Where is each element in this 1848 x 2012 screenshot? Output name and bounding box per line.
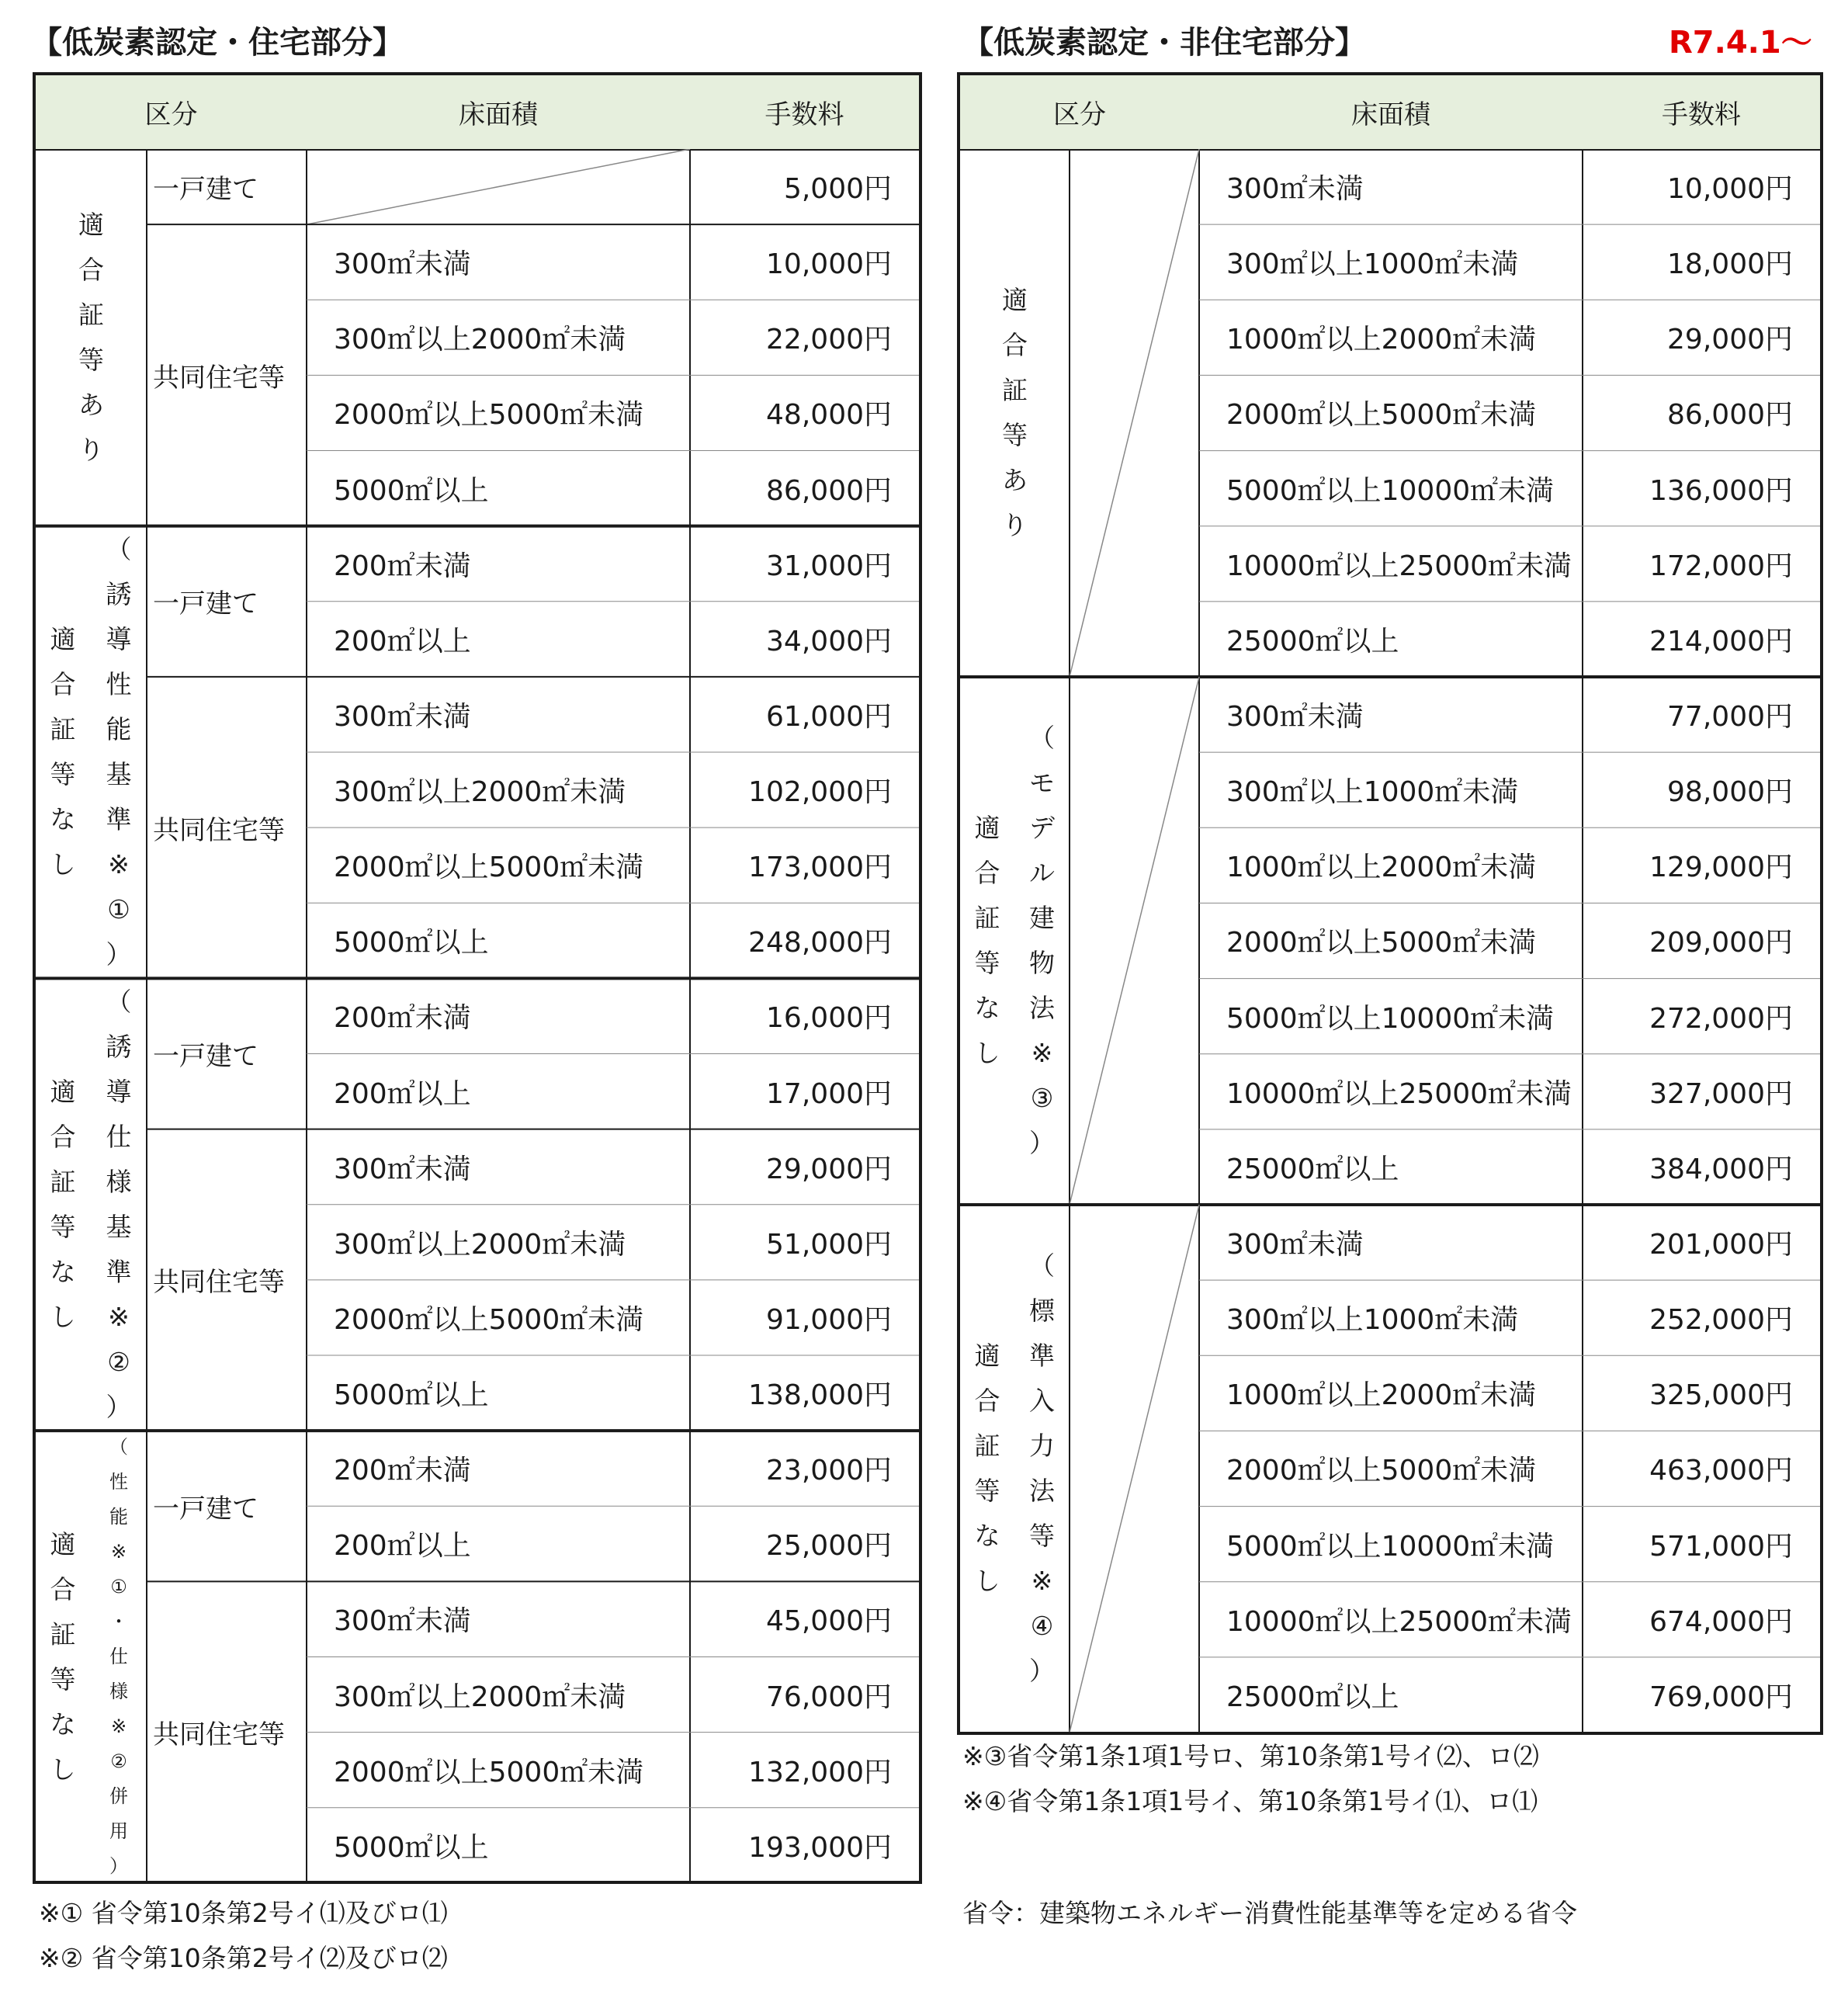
blank-cell-diagonal xyxy=(1070,677,1199,1205)
blank-cell-diagonal xyxy=(1070,149,1199,677)
fee-cell: 214,000円 xyxy=(1649,625,1793,657)
fee-cell: 10,000円 xyxy=(1667,173,1793,206)
area-cell: 300㎡以上1000㎡未満 xyxy=(1226,776,1519,809)
effective-date: R7.4.1～ xyxy=(1669,25,1812,61)
area-cell: 300㎡未満 xyxy=(1226,701,1364,734)
group-label: 適 合 証 等 な し xyxy=(50,1076,76,1332)
area-cell: 300㎡以上1000㎡未満 xyxy=(1226,1304,1519,1337)
fee-cell: 22,000円 xyxy=(766,324,892,356)
area-cell: 2000㎡以上5000㎡未満 xyxy=(334,1756,644,1788)
area-cell: 200㎡以上 xyxy=(334,625,471,657)
area-cell: 300㎡以上2000㎡未満 xyxy=(334,776,626,809)
area-cell: 200㎡以上 xyxy=(334,1530,471,1563)
area-cell: 5000㎡以上 xyxy=(334,474,489,507)
area-cell: 10000㎡以上25000㎡未満 xyxy=(1226,550,1572,582)
area-cell: 300㎡未満 xyxy=(334,1605,471,1638)
area-cell: 5000㎡以上10000㎡未満 xyxy=(1226,474,1555,507)
fee-cell: 77,000円 xyxy=(1667,701,1793,734)
fee-cell: 674,000円 xyxy=(1649,1605,1793,1638)
fee-cell: 29,000円 xyxy=(766,1153,892,1185)
area-cell: 300㎡未満 xyxy=(1226,1229,1364,1261)
building-type-label: 共同住宅等 xyxy=(153,1267,285,1299)
area-cell: 5000㎡以上 xyxy=(334,1831,489,1864)
residential-title: 【低炭素認定・住宅部分】 xyxy=(31,25,404,61)
area-cell: 1000㎡以上2000㎡未満 xyxy=(1226,324,1537,356)
area-cell: 1000㎡以上2000㎡未満 xyxy=(1226,1379,1537,1412)
area-cell: 200㎡以上 xyxy=(334,1077,471,1110)
building-type-label: 一戸建て xyxy=(153,1041,258,1072)
group-label: 適 合 証 等 あ り xyxy=(78,209,104,465)
area-cell: 2000㎡以上5000㎡未満 xyxy=(1226,399,1537,432)
fee-cell: 17,000円 xyxy=(766,1077,892,1110)
group-sublabel: （ 誘 導 性 能 基 準 ※ ① ） xyxy=(106,534,132,970)
group-label: 適 合 証 等 あ り xyxy=(1002,285,1028,540)
area-header: 床面積 xyxy=(307,75,690,149)
group-label: 適 合 証 等 な し xyxy=(974,813,1000,1068)
nonresidential-fee-table xyxy=(957,72,1823,1735)
group-sublabel: （ モ デ ル 建 物 法 ※ ③ ） xyxy=(1029,723,1055,1158)
fee-cell: 327,000円 xyxy=(1649,1077,1793,1110)
fee-cell: 45,000円 xyxy=(766,1605,892,1638)
fee-cell: 98,000円 xyxy=(1667,776,1793,809)
note-2: ※② 省令第10条第2号イ⑵及びロ⑵ xyxy=(39,1943,448,1973)
building-type-label: 共同住宅等 xyxy=(153,362,285,394)
area-cell: 300㎡以上2000㎡未満 xyxy=(334,1681,626,1713)
fee-cell: 138,000円 xyxy=(748,1379,892,1412)
building-type-label: 共同住宅等 xyxy=(153,1719,285,1751)
area-cell: 300㎡未満 xyxy=(334,1153,471,1185)
note-4: ※④省令第1条1項1号イ、第10条第1号イ⑴、ロ⑴ xyxy=(962,1786,1538,1816)
area-cell: 2000㎡以上5000㎡未満 xyxy=(334,852,644,884)
category-header: 区分 xyxy=(36,75,307,149)
fee-cell: 384,000円 xyxy=(1649,1153,1793,1185)
area-cell: 10000㎡以上25000㎡未満 xyxy=(1226,1077,1572,1110)
area-cell: 300㎡以上2000㎡未満 xyxy=(334,1228,626,1261)
fee-cell: 48,000円 xyxy=(766,399,892,432)
area-cell: 2000㎡以上5000㎡未満 xyxy=(1226,927,1537,959)
note-3: ※③省令第1条1項1号ロ、第10条第1号イ⑵、ロ⑵ xyxy=(962,1741,1539,1771)
fee-cell: 76,000円 xyxy=(766,1681,892,1713)
nonresidential-title: 【低炭素認定・非住宅部分】 xyxy=(962,25,1366,61)
area-cell: 25000㎡以上 xyxy=(1226,625,1399,657)
ordinance-footnote: 省令：建築物エネルギー消費性能基準等を定める省令 xyxy=(962,1898,1577,1928)
area-cell: 200㎡未満 xyxy=(334,1002,471,1035)
area-cell: 300㎡未満 xyxy=(1226,173,1364,206)
fee-cell: 23,000円 xyxy=(766,1455,892,1487)
fee-cell: 132,000円 xyxy=(748,1756,892,1788)
fee-cell: 193,000円 xyxy=(748,1831,892,1864)
area-cell: 300㎡以上2000㎡未満 xyxy=(334,324,626,356)
note-1: ※① 省令第10条第2号イ⑴及びロ⑴ xyxy=(39,1898,448,1928)
group-sublabel: （ 標 準 入 力 法 等 ※ ④ ） xyxy=(1029,1251,1055,1686)
building-type-label: 一戸建て xyxy=(153,588,258,620)
building-type-label: 共同住宅等 xyxy=(153,814,285,846)
fee-header: 手数料 xyxy=(690,75,919,149)
fee-cell: 252,000円 xyxy=(1649,1304,1793,1337)
area-cell: 5000㎡以上10000㎡未満 xyxy=(1226,1530,1555,1563)
fee-cell: 51,000円 xyxy=(766,1228,892,1261)
group-label: 適 合 証 等 な し xyxy=(50,1528,76,1785)
fee-cell: 209,000円 xyxy=(1649,927,1793,959)
area-cell: 300㎡未満 xyxy=(334,248,471,281)
fee-cell: 248,000円 xyxy=(748,927,892,959)
area-cell: 300㎡未満 xyxy=(334,700,471,733)
fee-cell: 10,000円 xyxy=(766,248,892,281)
fee-cell: 16,000円 xyxy=(766,1002,892,1035)
area-cell: 2000㎡以上5000㎡未満 xyxy=(334,1303,644,1336)
area-cell: 5000㎡以上 xyxy=(334,1379,489,1412)
group-label: 適 合 証 等 な し xyxy=(974,1341,1000,1596)
fee-cell: 5,000円 xyxy=(783,173,892,206)
area-cell: 10000㎡以上25000㎡未満 xyxy=(1226,1605,1572,1638)
group-sublabel: （ 誘 導 仕 様 基 準 ※ ② ） xyxy=(106,986,132,1422)
fee-cell: 201,000円 xyxy=(1649,1229,1793,1261)
area-cell: 200㎡未満 xyxy=(334,1455,471,1487)
area-cell: 300㎡以上1000㎡未満 xyxy=(1226,248,1519,281)
fee-cell: 18,000円 xyxy=(1667,248,1793,281)
fee-cell: 25,000円 xyxy=(766,1530,892,1563)
fee-cell: 86,000円 xyxy=(1667,399,1793,432)
fee-cell: 91,000円 xyxy=(766,1303,892,1336)
fee-header: 手数料 xyxy=(1583,75,1820,149)
fee-cell: 34,000円 xyxy=(766,625,892,657)
fee-cell: 86,000円 xyxy=(766,474,892,507)
building-type-label: 一戸建て xyxy=(153,174,258,206)
area-cell: 5000㎡以上 xyxy=(334,927,489,959)
fee-cell: 172,000円 xyxy=(1649,550,1793,582)
fee-cell: 769,000円 xyxy=(1649,1681,1793,1713)
area-cell: 5000㎡以上10000㎡未満 xyxy=(1226,1002,1555,1035)
fee-cell: 102,000円 xyxy=(748,776,892,809)
area-cell: 1000㎡以上2000㎡未満 xyxy=(1226,852,1537,884)
blank-cell-diagonal xyxy=(307,149,690,224)
fee-cell: 571,000円 xyxy=(1649,1530,1793,1563)
category-header: 区分 xyxy=(960,75,1199,149)
fee-cell: 463,000円 xyxy=(1649,1455,1793,1487)
group-label: 適 合 証 等 な し xyxy=(50,624,76,879)
blank-cell-diagonal xyxy=(1070,1205,1199,1732)
area-cell: 25000㎡以上 xyxy=(1226,1681,1399,1713)
fee-cell: 129,000円 xyxy=(1649,852,1793,884)
residential-fee-table xyxy=(33,72,922,1884)
fee-cell: 173,000円 xyxy=(748,852,892,884)
area-cell: 200㎡未満 xyxy=(334,550,471,582)
fee-cell: 61,000円 xyxy=(766,700,892,733)
building-type-label: 一戸建て xyxy=(153,1493,258,1525)
fee-cell: 325,000円 xyxy=(1649,1379,1793,1412)
fee-cell: 272,000円 xyxy=(1649,1002,1793,1035)
area-cell: 25000㎡以上 xyxy=(1226,1153,1399,1185)
fee-cell: 29,000円 xyxy=(1667,324,1793,356)
area-header: 床面積 xyxy=(1199,75,1583,149)
area-cell: 2000㎡以上5000㎡未満 xyxy=(1226,1455,1537,1487)
area-cell: 2000㎡以上5000㎡未満 xyxy=(334,399,644,432)
group-sublabel: （ 性 能 ※ ① ・ 仕 様 ※ ② 併 用 ） xyxy=(109,1436,128,1877)
fee-cell: 136,000円 xyxy=(1649,474,1793,507)
fee-cell: 31,000円 xyxy=(766,550,892,582)
